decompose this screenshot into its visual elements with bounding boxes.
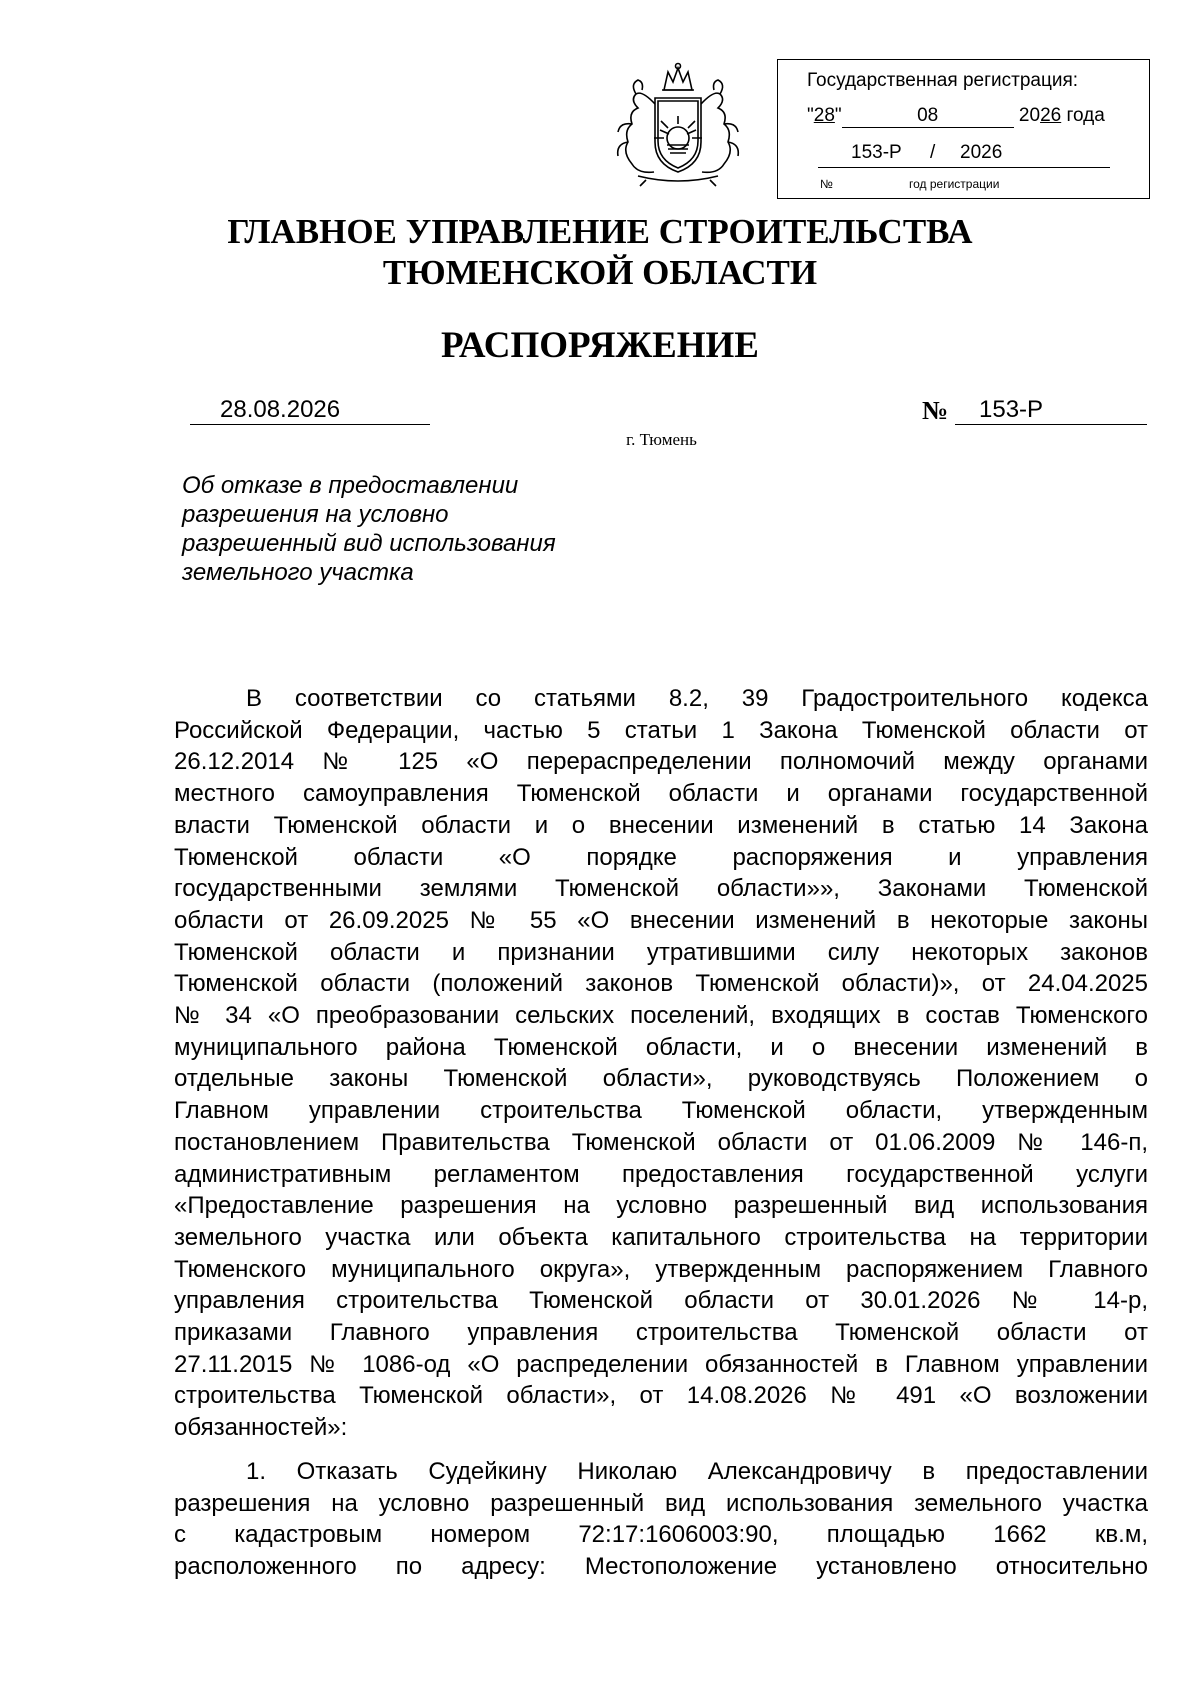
organization-name-line2: ТЮМЕНСКОЙ ОБЛАСТИ [382, 253, 818, 292]
text-line: муниципального района Тюменской области, и о внесении изменений в [174, 1033, 1148, 1061]
text-line: обязанностей»: [174, 1414, 348, 1442]
preamble-paragraph [174, 683, 1148, 1444]
registration-year-word: года [1066, 105, 1105, 126]
text-line: области от 26.09.2025 № 55 «О внесении изменений в некоторые законы [174, 906, 1148, 934]
text-line: расположенного по адресу: Местоположение установлено относительно [174, 1553, 1148, 1581]
text-line: административным регламентом предоставления государственной услуги [174, 1160, 1148, 1188]
text-line: № 34 «О преобразовании сельских поселений, входящих в состав Тюменского [174, 1002, 1148, 1030]
registration-slash: / [930, 142, 936, 163]
text-line: В соответствии со статьями 8.2, 39 Градостроительного кодекса [246, 685, 1148, 712]
document-number: 153-Р [979, 396, 1044, 423]
text-line: местного самоуправления Тюменской области и органами государственной [174, 780, 1148, 808]
text-line: государственными землями Тюменской области»», Законами Тюменской [174, 875, 1148, 903]
text-line: Тюменской области «О порядке распоряжения и управления [174, 843, 1148, 871]
text-line: «Предоставление разрешения на условно разрешенный вид использования [174, 1192, 1148, 1220]
text-line: Тюменского муниципального округа», утвержденным распоряжением Главного [174, 1255, 1148, 1283]
text-line: Тюменской области и признании утратившими силу некоторых законов [174, 938, 1148, 966]
registration-year-prefix: 20 [1018, 105, 1041, 126]
document-subject [182, 471, 622, 587]
text-line: с кадастровым номером 72:17:1606003:90, площадью 1662 кв.м, [174, 1521, 1148, 1549]
coat-of-arms-emblem [598, 60, 758, 190]
registration-stamp [777, 59, 1150, 199]
text-line: 1. Отказать Судейкину Николаю Александровичу в предоставлении [246, 1458, 1148, 1485]
text-line: разрешения на условно разрешенный вид использования земельного участка [174, 1489, 1148, 1517]
registration-number: 153-Р [851, 142, 902, 163]
document-date-field [190, 396, 430, 425]
text-line: власти Тюменской области и о внесении изменений в статью 14 Закона [174, 811, 1148, 839]
text-line: постановлением Правительства Тюменской области от 01.06.2009 № 146-п, [174, 1128, 1148, 1156]
document-number-field [955, 396, 1147, 425]
text-line: Главном управлении строительства Тюменской области, утвержденным [174, 1097, 1148, 1125]
subject-line: земельного участка [182, 559, 414, 586]
subject-line: Об отказе в предоставлении [182, 472, 519, 499]
organization-name-line1: ГЛАВНОЕ УПРАВЛЕНИЕ СТРОИТЕЛЬСТВА [227, 212, 973, 251]
text-line: 26.12.2014 № 125 «О перераспределении полномочий между органами [174, 748, 1148, 776]
document-type-title: РАСПОРЯЖЕНИЕ [440, 325, 759, 366]
text-line: 27.11.2015 № 1086-од «О распределении обязанностей в Главном управлении [174, 1350, 1148, 1378]
registration-month-field [842, 105, 1014, 128]
registration-number-caption: № [820, 177, 833, 191]
document-number-sign: № [922, 396, 949, 425]
subject-line: разрешенный вид использования [182, 530, 556, 557]
text-line: Российской Федерации, частью 5 статьи 1 Закона Тюменской области от [174, 716, 1148, 744]
registration-year: 2026 [960, 142, 1003, 163]
subject-line: разрешения на условно [182, 501, 449, 528]
registration-number-field [818, 142, 1110, 168]
text-line: управления строительства Тюменской области от 30.01.2026 № 14-р, [174, 1287, 1148, 1315]
registration-title: Государственная регистрация: [807, 70, 1079, 91]
order-item-1 [174, 1456, 1148, 1583]
text-line: отдельные законы Тюменской области», руководствуясь Положением о [174, 1065, 1148, 1093]
registration-month: 08 [917, 105, 939, 126]
registration-year-suffix: 26 [1040, 105, 1062, 126]
text-line: земельного участка или объекта капитального строительства на территории [174, 1223, 1148, 1251]
text-line: приказами Главного управления строительства Тюменской области от [174, 1319, 1148, 1347]
registration-year-caption: год регистрации [909, 177, 1000, 191]
document-city: г. Тюмень [626, 430, 697, 449]
registration-day: 28 [813, 105, 835, 126]
document-date: 28.08.2026 [220, 396, 341, 423]
text-line: Тюменской области (положений законов Тюменской области)», от 24.04.2025 [174, 970, 1148, 998]
registration-date: "28" 08 2026 года [807, 105, 1105, 126]
text-line: строительства Тюменской области», от 14.08.2026 № 491 «О возложении [174, 1382, 1148, 1410]
